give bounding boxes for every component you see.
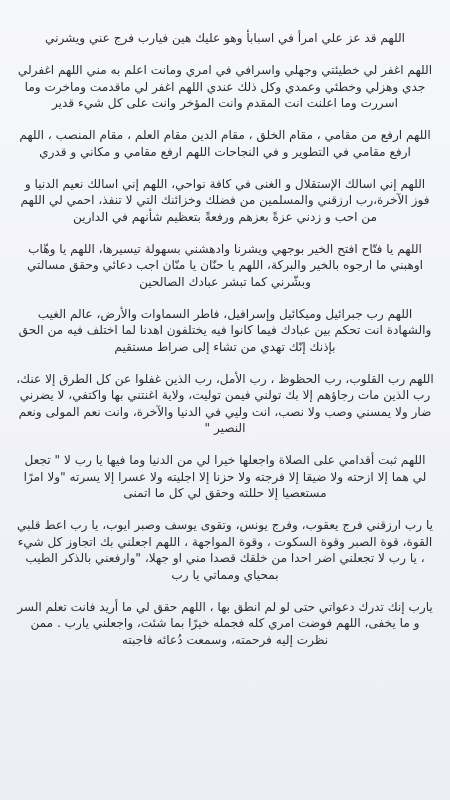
prayer-paragraph-9: يا رب ارزقني فرج يعقوب، وفرج يونس، وتقوى يوسف وصبر ايوب، يا رب اعط قلبي القوة، قوة الصبر وقوة السكوت ، وقوة المواجهة ، اللهم اجعلني بك اتجاوز كل شيء ، يا رب لا تجعلني اضر احدا من خلقك قصدا مني او جهلا، "وارفعني بالذكر الطيب بمحياي ومماتي يا رب xyxy=(16,518,433,582)
prayer-paragraph-3: اللهم ارفع من مقامي ، مقام الخلق ، مقام الدين مقام العلم ، مقام المنصب ، اللهم ارفع مقامي في التطوير و في النجاحات اللهم ارفع مقامي و مكاني و قدري xyxy=(19,128,431,159)
prayer-paragraph-1: اللهم قد عز علي امرأ في اسبابأ وهو عليك هين فيارب فرج عني ويشرني xyxy=(45,31,405,45)
prayer-paragraph-5: اللهم يا فتّاح افتح الخير بوجهي ويشرنا وادهشني بسهولة تيسيرها، اللهم يا وهّاب اوهبني ما ارجوه بالخير والبركة، اللهم يا حنّان يا منّان اجب دعائي وحقق مسالتي وبشّرني كما تبشر عبادك الصالحين xyxy=(26,241,424,289)
prayer-list xyxy=(16,30,434,648)
prayer-paragraph-7: اللهم رب القلوب، رب الحظوظ ، رب الأمل، رب الذين غفلوا عن كل الطرق إلا عنك، رب الذين مات رجاؤهم إلا بك تولني فيمن توليت، ولاية اغنتني بها واكتفي، لا يضرني ضار ولا يمسني وصب ولا نصب، انت وليي في الدنيا والآخرة، وانت نعم المولى ونعم النصير " xyxy=(16,371,434,435)
prayer-paragraph-10: يارب إنك تدرك دعواتي حتى لو لم انطق بها ، اللهم حقق لي ما أريد فانت تعلم السر و ما يخفى، اللهم فوضت امري كله فجمله خيرًا بما شئت، واجعلني يارب . ممن نظرت إليه فرحمته، وسمعت دُعائه فاجبته xyxy=(17,599,433,647)
prayer-paragraph-6: اللهم رب جبرائيل وميكائيل وإسرافيل، فاطر السماوات والأرض، عالم الغيب والشهادة انت تحكم بين عبادك فيما كانوا فيه يختلفون اهدنا لما اختلف فيه من الحق بإذنك إنّك تهدي من تشاء إلى صراط مستقيم xyxy=(18,306,432,354)
prayer-paragraph-2: اللهم اغفر لي خطيئتي وجهلي واسرافي في امري ومانت اعلم به مني اللهم اغفرلي جدي وهزلي وخطئي وعمدي وكل ذلك عندي اللهم اغفر لي ماقدمت وماخرت وما اسررت وما اعلنت انت المقدم وانت المؤخر وانت على كل شيء قدير xyxy=(17,63,433,110)
prayer-paragraph-8: اللهم ثبت أقدامي على الصلاة واجعلها خيرا لي من الدنيا وما فيها يا رب لا " تجعل لي هما إلا ازحته ولا ضيقا إلا فرجته ولا حزنا إلا اجليته ولا عسرا إلا يسرته "ولا امرًا مستعصيا إلا حللته وحقق لي كل ما اتمنى xyxy=(23,453,427,500)
prayer-paragraph-4: اللهم إني اسالك الإستقلال و الغنى في كافة نواحي، اللهم إني اسالك نعيم الدنيا و فوز الآخرة،رب ارزقني والمسلمين من فضلك وخزائنك التي لا تنفذ، احمي لي اللهم من احب و زدني عزةً بعزهم ورفعةً بتعظيم شأنهم في الدارين xyxy=(20,176,430,224)
